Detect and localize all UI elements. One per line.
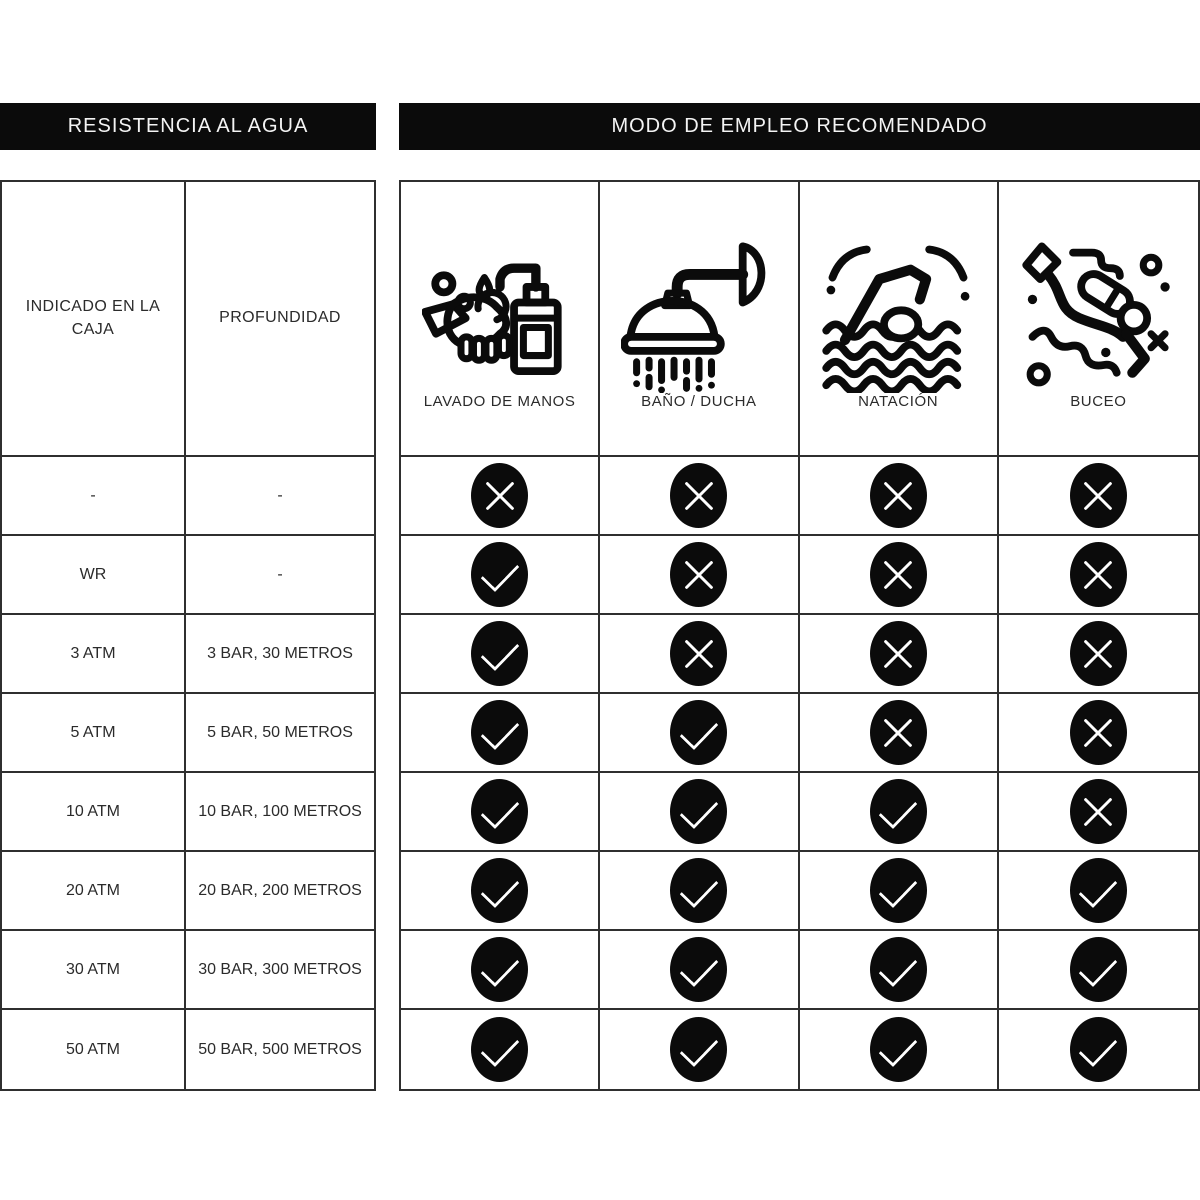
- usage-mark: [870, 463, 927, 528]
- activity-label-shower: BAÑO / DUCHA: [641, 392, 757, 410]
- usage-cell: [401, 536, 600, 615]
- usage-cell: [999, 457, 1198, 536]
- usage-mark: [670, 621, 727, 686]
- usage-cell: [401, 694, 600, 773]
- usage-mark: [870, 621, 927, 686]
- usage-mark: [471, 937, 528, 1002]
- usage-cell: [800, 931, 999, 1010]
- usage-mark: [670, 1017, 727, 1082]
- usage-cell: [999, 536, 1198, 615]
- usage-cell: [800, 694, 999, 773]
- usage-mark: [471, 858, 528, 923]
- usage-mark: [471, 463, 528, 528]
- usage-cell: [999, 931, 1198, 1010]
- cell-profundidad: 10 BAR, 100 METROS: [186, 773, 374, 852]
- usage-cell: [999, 1010, 1198, 1089]
- shower-icon: [621, 237, 777, 393]
- usage-cell: [600, 694, 799, 773]
- activity-header-swimming: [800, 182, 999, 457]
- usage-cell: [600, 457, 799, 536]
- usage-cell: [800, 457, 999, 536]
- usage-cell: [999, 773, 1198, 852]
- cell-profundidad: -: [186, 457, 374, 536]
- activity-header-diving: [999, 182, 1198, 457]
- column-header-profundidad: PROFUNDIDAD: [186, 182, 374, 457]
- usage-cell: [600, 536, 799, 615]
- usage-cell: [600, 1010, 799, 1089]
- activity-header-handwash: [401, 182, 600, 457]
- usage-cell: [999, 852, 1198, 931]
- usage-mark: [670, 937, 727, 1002]
- cell-profundidad: 5 BAR, 50 METROS: [186, 694, 374, 773]
- usage-cell: [999, 615, 1198, 694]
- usage-cell: [600, 773, 799, 852]
- usage-mark: [1070, 700, 1127, 765]
- usage-cell: [401, 852, 600, 931]
- usage-mark: [870, 1017, 927, 1082]
- usage-mark: [870, 542, 927, 607]
- activity-header-shower: [600, 182, 799, 457]
- usage-cell: [600, 931, 799, 1010]
- usage-mark: [1070, 621, 1127, 686]
- usage-cell: [401, 931, 600, 1010]
- usage-cell: [401, 615, 600, 694]
- left-panel-title-bar: [0, 103, 376, 150]
- handwash-icon: [422, 237, 578, 393]
- left-panel-title: RESISTENCIA AL AGUA: [67, 115, 309, 137]
- activity-label-diving: BUCEO: [1070, 392, 1127, 410]
- usage-cell: [800, 615, 999, 694]
- usage-table: [399, 180, 1200, 1091]
- cell-caja: 10 ATM: [2, 773, 186, 852]
- cell-caja: -: [2, 457, 186, 536]
- usage-mark: [870, 858, 927, 923]
- usage-mark: [471, 779, 528, 844]
- usage-cell: [401, 1010, 600, 1089]
- cell-profundidad: -: [186, 536, 374, 615]
- usage-cell: [401, 773, 600, 852]
- usage-cell: [600, 852, 799, 931]
- activity-label-handwash: LAVADO DE MANOS: [423, 392, 576, 410]
- usage-mark: [670, 542, 727, 607]
- right-panel-title: MODO DE EMPLEO RECOMENDADO: [611, 115, 988, 137]
- usage-mark: [870, 700, 927, 765]
- usage-cell: [600, 615, 799, 694]
- usage-mark: [1070, 463, 1127, 528]
- resistance-table: [0, 180, 376, 1091]
- usage-mark: [471, 542, 528, 607]
- activity-label-swimming: NATACIÓN: [858, 392, 939, 410]
- usage-cell: [401, 457, 600, 536]
- cell-caja: 30 ATM: [2, 931, 186, 1010]
- usage-mark: [670, 858, 727, 923]
- usage-mark: [870, 937, 927, 1002]
- usage-mark: [1070, 937, 1127, 1002]
- usage-mark: [1070, 1017, 1127, 1082]
- usage-mark: [670, 463, 727, 528]
- column-header-caja: INDICADO EN LA CAJA: [2, 182, 186, 457]
- swimming-icon: [820, 237, 976, 393]
- usage-mark: [1070, 779, 1127, 844]
- usage-mark: [870, 779, 927, 844]
- cell-caja: 5 ATM: [2, 694, 186, 773]
- cell-caja: 3 ATM: [2, 615, 186, 694]
- cell-caja: 50 ATM: [2, 1010, 186, 1089]
- usage-mark: [1070, 542, 1127, 607]
- cell-profundidad: 50 BAR, 500 METROS: [198, 1040, 362, 1058]
- right-panel-title-bar: [399, 103, 1200, 150]
- cell-profundidad: 3 BAR, 30 METROS: [186, 615, 374, 694]
- usage-cell: [800, 852, 999, 931]
- usage-cell: [999, 694, 1198, 773]
- usage-mark: [1070, 858, 1127, 923]
- cell-caja: WR: [2, 536, 186, 615]
- cell-profundidad: 20 BAR, 200 METROS: [186, 852, 374, 931]
- usage-mark: [471, 1017, 528, 1082]
- usage-cell: [800, 536, 999, 615]
- usage-cell: [800, 773, 999, 852]
- usage-mark: [471, 700, 528, 765]
- diving-icon: [1020, 237, 1176, 393]
- usage-mark: [670, 779, 727, 844]
- cell-caja: 20 ATM: [2, 852, 186, 931]
- usage-cell: [800, 1010, 999, 1089]
- cell-profundidad: 30 BAR, 300 METROS: [186, 931, 374, 1010]
- usage-mark: [471, 621, 528, 686]
- usage-mark: [670, 700, 727, 765]
